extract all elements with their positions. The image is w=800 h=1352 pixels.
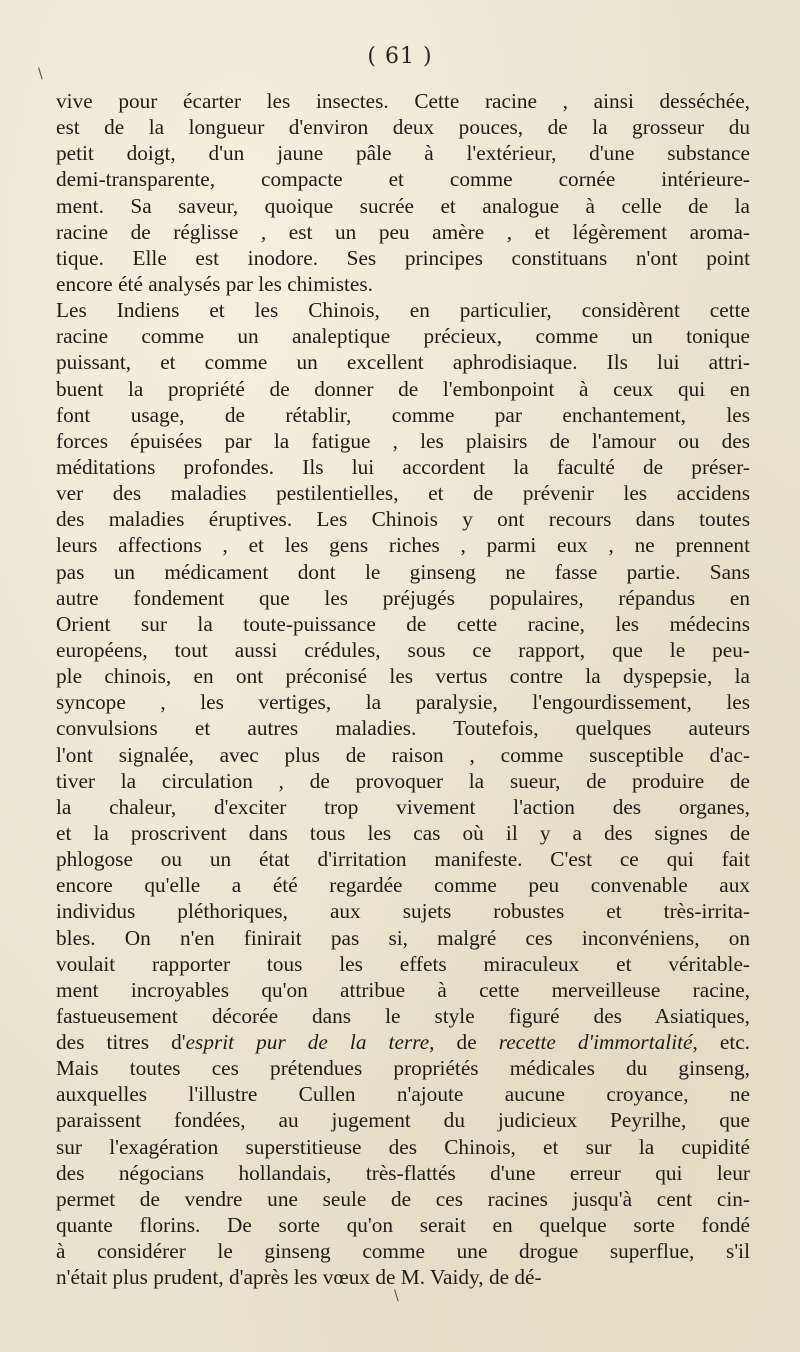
margin-mark-bottom: \ [394, 1288, 399, 1304]
text-line: tique. Elle est inodore. Ses principes constituans n'ont point [56, 245, 750, 270]
text-segment: , etc. [692, 1030, 751, 1055]
text-line: leurs affections , et les gens riches , parmi eux , ne prennent [56, 533, 750, 558]
italic-phrase: recette d'immortalité [498, 1030, 693, 1055]
text-line: la chaleur, d'exciter trop vivement l'action des organes, [56, 794, 750, 819]
text-line: n'était plus prudent, d'après les vœux de M. Vaidy, de dé- [56, 1265, 542, 1290]
text-line: voulait rapporter tous les effets miraculeux et véritable- [56, 951, 750, 976]
text-line: buent la propriété de donner de l'embonpoint à ceux qui en [56, 376, 750, 401]
text-segment: , de [429, 1030, 499, 1055]
text-line: syncope , les vertiges, la paralysie, l'engourdissement, les [56, 690, 750, 715]
italic-phrase: esprit pur de la terre [185, 1030, 430, 1055]
text-line: autre fondement que les préjugés populaires, répandus en [56, 585, 750, 610]
text-line: des maladies éruptives. Les Chinois y ont recours dans toutes [56, 507, 750, 532]
body-text [56, 88, 750, 1290]
text-line: bles. On n'en finirait pas si, malgré ces inconvéniens, on [56, 925, 750, 950]
text-line: racine comme un analeptique précieux, comme un tonique [56, 324, 750, 349]
text-line: Les Indiens et les Chinois, en particulier, considèrent cette [56, 298, 750, 323]
text-line: l'ont signalée, avec plus de raison , comme susceptible d'ac- [56, 742, 750, 767]
text-line: ver des maladies pestilentielles, et de prévenir les accidens [56, 481, 750, 506]
text-line: ment incroyables qu'on attribue à cette merveilleuse racine, [56, 977, 750, 1002]
text-line: font usage, de rétablir, comme par enchantement, les [56, 402, 750, 427]
text-line: sur l'exagération superstitieuse des Chinois, et sur la cupidité [56, 1134, 750, 1159]
text-line: encore qu'elle a été regardée comme peu convenable aux [56, 873, 750, 898]
text-line: petit doigt, d'un jaune pâle à l'extérieur, d'une substance [56, 141, 750, 166]
text-line: convulsions et autres maladies. Toutefois, quelques auteurs [56, 716, 750, 741]
text-line: vive pour écarter les insectes. Cette racine , ainsi desséchée, [56, 89, 750, 113]
text-line: tiver la circulation , de provoquer la sueur, de produire de [56, 768, 750, 793]
text-line: européens, tout aussi crédules, sous ce rapport, que le peu- [56, 637, 750, 662]
text-line: individus pléthoriques, aux sujets robustes et très-irrita- [56, 899, 750, 924]
text-line: et la proscrivent dans tous les cas où il y a des signes de [56, 820, 750, 845]
text-line: fastueusement décorée dans le style figuré des Asiatiques, [56, 1003, 750, 1028]
text-line: ple chinois, en ont préconisé les vertus contre la dyspepsie, la [56, 664, 750, 689]
text-line: phlogose ou un état d'irritation manifeste. C'est ce qui fait [56, 847, 750, 872]
text-line: auxquelles l'illustre Cullen n'ajoute aucune croyance, ne [56, 1082, 750, 1107]
text-line: des négocians hollandais, très-flattés d'une erreur qui leur [56, 1160, 750, 1185]
text-line: demi-transparente, compacte et comme cornée intérieure- [56, 167, 750, 192]
text-line: à considérer le ginseng comme une drogue superflue, s'il [56, 1239, 750, 1264]
text-line: méditations profondes. Ils lui accordent la faculté de préser- [56, 454, 750, 479]
page-number: ( 61 ) [367, 44, 433, 69]
text-line: forces épuisées par la fatigue , les plaisirs de l'amour ou des [56, 428, 750, 453]
margin-mark-top: \ [38, 66, 43, 82]
text-line: pas un médicament dont le ginseng ne fasse partie. Sans [56, 559, 750, 584]
text-line: ment. Sa saveur, quoique sucrée et analogue à celle de la [56, 193, 750, 218]
text-line: Orient sur la toute-puissance de cette racine, les médecins [56, 611, 750, 636]
text-line: puissant, et comme un excellent aphrodisiaque. Ils lui attri- [56, 350, 750, 375]
text-line: racine de réglisse , est un peu amère , et légèrement aroma- [56, 219, 750, 244]
text-line: permet de vendre une seule de ces racines jusqu'à cent cin- [56, 1186, 750, 1211]
text-line: est de la longueur d'environ deux pouces, de la grosseur du [56, 115, 750, 140]
text-line: quante florins. De sorte qu'on serait en quelque sorte fondé [56, 1213, 750, 1238]
text-segment: des titres d' [56, 1030, 186, 1055]
text-line: paraissent fondées, au jugement du judicieux Peyrilhe, que [56, 1108, 750, 1133]
text-line: encore été analysés par les chimistes. [56, 271, 373, 296]
text-line [56, 1029, 750, 1055]
text-line: Mais toutes ces prétendues propriétés médicales du ginseng, [56, 1056, 750, 1081]
